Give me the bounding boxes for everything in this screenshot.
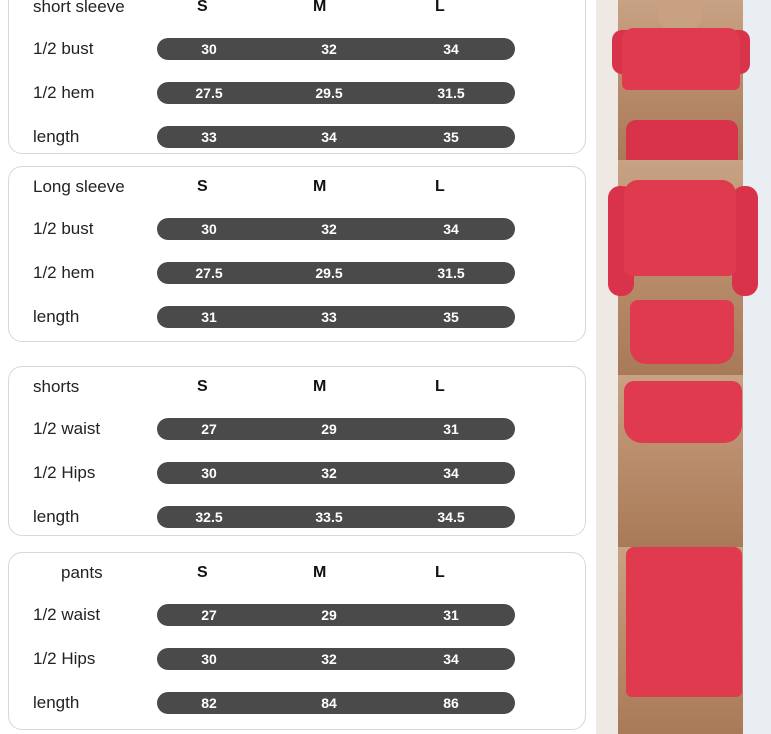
size-header-s: S bbox=[197, 378, 208, 395]
value-s: 27 bbox=[201, 421, 217, 437]
value-l: 34 bbox=[443, 465, 459, 481]
value-s: 33 bbox=[201, 129, 217, 145]
garment-crop-top bbox=[622, 28, 740, 90]
value-m: 32 bbox=[321, 651, 337, 667]
value-s: 30 bbox=[201, 41, 217, 57]
value-s: 31 bbox=[201, 309, 217, 325]
value-m: 34 bbox=[321, 129, 337, 145]
table-row bbox=[9, 495, 585, 539]
photo-background-right bbox=[743, 0, 771, 160]
value-l: 34 bbox=[443, 221, 459, 237]
measure-bar bbox=[157, 306, 515, 328]
measure-label: length bbox=[33, 307, 80, 326]
table-row bbox=[9, 115, 585, 159]
photo-background-right bbox=[743, 375, 771, 547]
table-title: short sleeve bbox=[33, 0, 125, 16]
value-m: 29 bbox=[321, 607, 337, 623]
value-l: 31.5 bbox=[437, 85, 465, 101]
garment-shorts bbox=[630, 300, 734, 364]
value-m: 29.5 bbox=[315, 265, 343, 281]
value-m: 33.5 bbox=[315, 509, 343, 525]
value-m: 84 bbox=[321, 695, 337, 711]
measure-bar bbox=[157, 506, 515, 528]
table-row bbox=[9, 207, 585, 251]
measure-label: length bbox=[33, 693, 80, 712]
size-header-l: L bbox=[435, 178, 445, 195]
measure-label: length bbox=[33, 127, 80, 146]
table-row bbox=[9, 295, 585, 339]
size-header-m: M bbox=[313, 378, 327, 395]
value-m: 32 bbox=[321, 41, 337, 57]
value-l: 86 bbox=[443, 695, 459, 711]
value-s: 30 bbox=[201, 465, 217, 481]
measure-label: 1/2 Hips bbox=[33, 463, 96, 482]
table-row bbox=[9, 407, 585, 451]
value-l: 31.5 bbox=[437, 265, 465, 281]
size-header-l: L bbox=[435, 564, 445, 581]
table-row bbox=[9, 451, 585, 495]
measure-label: length bbox=[33, 507, 80, 526]
size-table-pants bbox=[8, 552, 586, 730]
measure-bar bbox=[157, 418, 515, 440]
table-header-row bbox=[9, 0, 585, 27]
measure-bar bbox=[157, 126, 515, 148]
measure-bar bbox=[157, 692, 515, 714]
garment-zip-jacket bbox=[624, 180, 736, 276]
photo-background-right bbox=[743, 547, 771, 734]
value-s: 32.5 bbox=[195, 509, 223, 525]
measure-bar bbox=[157, 38, 515, 60]
photo-pants-set bbox=[596, 547, 771, 734]
photo-shorts-set bbox=[596, 375, 771, 547]
product-photo-column bbox=[596, 0, 771, 734]
value-l: 35 bbox=[443, 309, 459, 325]
measure-bar bbox=[157, 462, 515, 484]
value-l: 34 bbox=[443, 41, 459, 57]
size-header-l: L bbox=[435, 0, 445, 15]
measure-label: 1/2 hem bbox=[33, 263, 95, 282]
table-row bbox=[9, 593, 585, 637]
photo-background-left bbox=[596, 547, 618, 734]
size-header-m: M bbox=[313, 564, 327, 581]
value-m: 29 bbox=[321, 421, 337, 437]
measure-label: 1/2 waist bbox=[33, 605, 101, 624]
size-table-short-sleeve bbox=[8, 0, 586, 154]
value-l: 31 bbox=[443, 421, 459, 437]
table-header-row bbox=[9, 167, 585, 207]
value-l: 34 bbox=[443, 651, 459, 667]
value-s: 27 bbox=[201, 607, 217, 623]
measure-bar bbox=[157, 82, 515, 104]
value-s: 30 bbox=[201, 221, 217, 237]
value-l: 34.5 bbox=[437, 509, 465, 525]
table-header-row bbox=[9, 553, 585, 593]
photo-short-sleeve-set bbox=[596, 0, 771, 160]
value-s: 27.5 bbox=[195, 265, 223, 281]
size-table-long-sleeve bbox=[8, 166, 586, 342]
value-s: 27.5 bbox=[195, 85, 223, 101]
measure-label: 1/2 Hips bbox=[33, 649, 96, 668]
measure-label: 1/2 bust bbox=[33, 39, 94, 58]
measure-bar bbox=[157, 648, 515, 670]
garment-shorts bbox=[624, 381, 742, 443]
garment-bottom bbox=[626, 120, 738, 160]
measure-bar bbox=[157, 262, 515, 284]
table-row bbox=[9, 27, 585, 71]
measure-label: 1/2 bust bbox=[33, 219, 94, 238]
value-m: 33 bbox=[321, 309, 337, 325]
table-row bbox=[9, 251, 585, 295]
value-l: 31 bbox=[443, 607, 459, 623]
size-header-s: S bbox=[197, 0, 208, 15]
size-header-l: L bbox=[435, 378, 445, 395]
value-l: 35 bbox=[443, 129, 459, 145]
garment-leggings bbox=[626, 547, 742, 697]
photo-background-left bbox=[596, 0, 618, 160]
measure-bar bbox=[157, 218, 515, 240]
table-header-row bbox=[9, 367, 585, 407]
value-s: 82 bbox=[201, 695, 217, 711]
measure-label: 1/2 waist bbox=[33, 419, 101, 438]
size-header-m: M bbox=[313, 178, 327, 195]
size-header-s: S bbox=[197, 178, 208, 195]
measure-bar bbox=[157, 604, 515, 626]
table-row bbox=[9, 71, 585, 115]
photo-background-left bbox=[596, 375, 618, 547]
table-title: pants bbox=[61, 563, 103, 582]
value-m: 32 bbox=[321, 221, 337, 237]
value-m: 29.5 bbox=[315, 85, 343, 101]
value-s: 30 bbox=[201, 651, 217, 667]
value-m: 32 bbox=[321, 465, 337, 481]
size-header-s: S bbox=[197, 564, 208, 581]
table-row bbox=[9, 637, 585, 681]
size-header-m: M bbox=[313, 0, 327, 15]
table-title: shorts bbox=[33, 377, 80, 396]
measure-label: 1/2 hem bbox=[33, 83, 95, 102]
photo-long-sleeve-set bbox=[596, 160, 771, 375]
table-title: Long sleeve bbox=[33, 177, 125, 196]
table-row bbox=[9, 681, 585, 725]
size-table-shorts bbox=[8, 366, 586, 536]
